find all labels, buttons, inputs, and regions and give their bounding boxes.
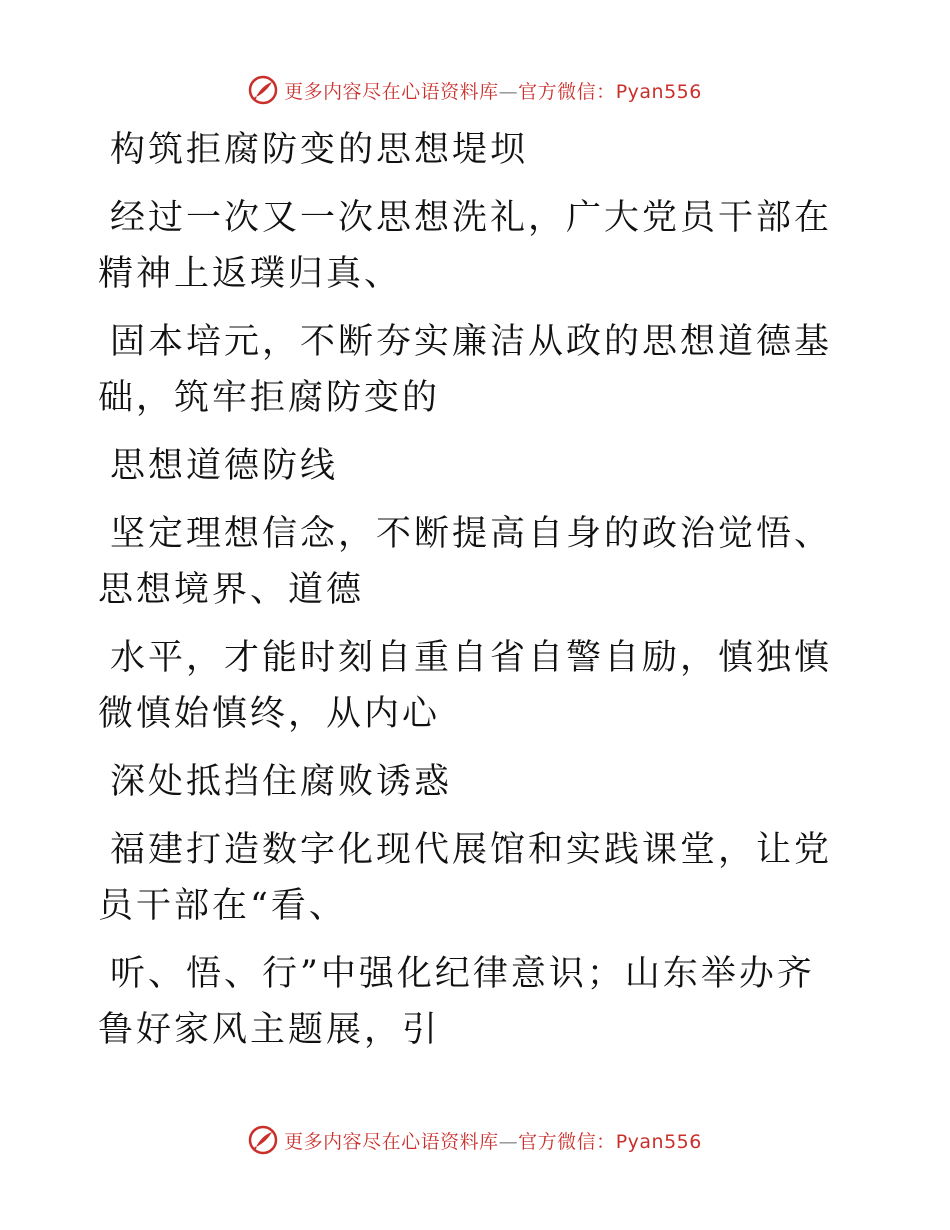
header-wechat-label: 官方微信： [518,80,616,103]
header-banner [0,70,950,110]
footer-brand-text: 更多内容尽在心语资料库 [284,1130,499,1153]
feather-pen-logo-icon [248,75,278,105]
paragraph: 福建打造数字化现代展馆和实践课堂，让党员干部在“看、 [98,830,833,926]
document-body [98,122,833,1070]
header-wechat-id: Pyan556 [615,80,702,103]
paragraph: 水平，才能时刻自重自省自警自励，慎独慎微慎始慎终，从内心 [98,638,833,734]
footer-separator: — [498,1130,519,1153]
footer-wechat-label: 官方微信： [518,1130,616,1153]
header-separator: — [498,80,519,103]
header-brand-text: 更多内容尽在心语资料库 [284,80,499,103]
footer-banner-text [284,1127,702,1154]
paragraph: 固本培元，不断夯实廉洁从政的思想道德基础，筑牢拒腐防变的 [98,322,833,418]
paragraph: 经过一次又一次思想洗礼，广大党员干部在精神上返璞归真、 [98,198,833,294]
paragraph: 思想道德防线 [110,446,339,486]
paragraph: 听、悟、行”中强化纪律意识；山东举办齐鲁好家风主题展，引 [98,954,815,1050]
feather-pen-logo-icon [248,1125,278,1155]
paragraph: 构筑拒腐防变的思想堤坝 [110,130,529,170]
footer-banner [0,1120,950,1160]
footer-wechat-id: Pyan556 [615,1130,702,1153]
paragraph: 深处抵挡住腐败诱惑 [110,762,453,802]
paragraph: 坚定理想信念，不断提高自身的政治觉悟、思想境界、道德 [98,514,833,610]
header-banner-text [284,77,702,104]
